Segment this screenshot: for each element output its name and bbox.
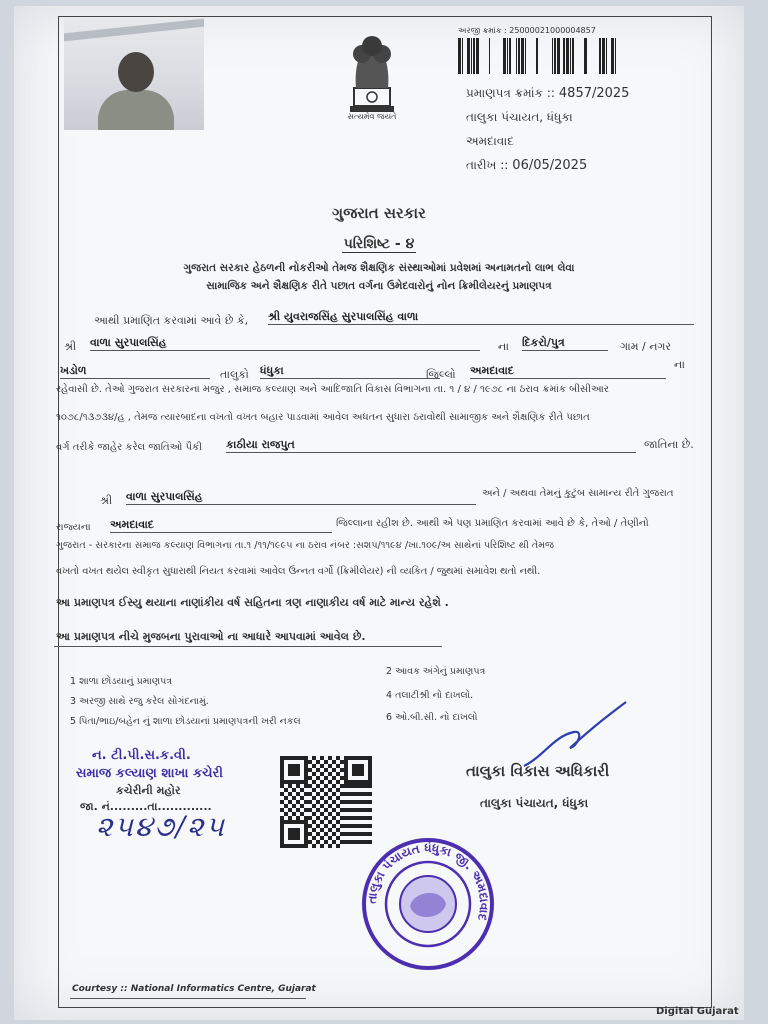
issuing-district: અમદાવાદ bbox=[466, 134, 514, 148]
issue-date: તારીખ :: 06/05/2025 bbox=[466, 158, 588, 173]
certificate-number: પ્રમાણપત્ર ક્રમાંક :: 4857/2025 bbox=[466, 86, 630, 101]
district-value: અમદાવાદ bbox=[470, 364, 666, 379]
document-item: 5 પિતા/ભાઇ/બહેન નું શાળા છોડયાનાં પ્રમાણપત્રની ખરી નકલ bbox=[70, 716, 301, 727]
district-label: જિલ્લો bbox=[426, 368, 456, 381]
national-emblem-icon bbox=[334, 26, 410, 122]
subtitle-line-2: સામાજિક અને શૈક્ષણિક રીતે પછાત વર્ગના ઉમેદવારોનું નોન ક્રિમીલેયરનું પ્રમાણપત્ર bbox=[206, 280, 552, 292]
handwritten-number: ૨૫૪૭/૨૫ bbox=[96, 810, 226, 843]
stamp-line-2: સમાજ કલ્યાણ શાખા કચેરી bbox=[76, 766, 223, 781]
application-number: અરજી ક્રમાંક : 25000021000004857 bbox=[458, 26, 596, 35]
stamp-line-1: ન. ટી.પી.સ.ક.વી. bbox=[92, 748, 191, 763]
official-round-seal bbox=[358, 834, 498, 974]
na-text: ના bbox=[498, 340, 509, 353]
p2-suffix: અને / અથવા તેમનું કુટુંબ સામાન્ય રીતે ગુજરાત bbox=[482, 488, 674, 499]
basis-statement: આ પ્રમાણપત્ર નીચે મુજબના પુરાવાઓ ના આધારે આપવામાં આવેલ છે. bbox=[56, 630, 366, 643]
certificate-paper bbox=[14, 6, 744, 1020]
svg-text:તાલુકા પંચાયત ધંધુકા જી. અમદાવ: તાલુકા પંચાયત ધંધુકા જી. અમદાવાદ bbox=[364, 840, 492, 923]
validity-statement: આ પ્રમાણપત્ર ઈસ્યુ થયાના નાણાંકીય વર્ષ સહિતના ત્રણ નાણાકીય વર્ષ માટે માન્ય રહેશે . bbox=[56, 596, 449, 609]
emblem-motto: સત્યમેવ જયતે bbox=[347, 112, 397, 121]
father-name: વાળા સુરપાલસિંહ bbox=[90, 336, 480, 351]
p2-state: રાજ્યના bbox=[56, 522, 91, 533]
stamp-line-3: કચેરીની મહોર bbox=[116, 784, 181, 797]
barcode-icon bbox=[458, 38, 618, 74]
p2-prefix: શ્રી bbox=[100, 494, 113, 507]
na-text-2: ના bbox=[674, 358, 685, 371]
para1-line2: ૧૦૭૮/૧૩૭૩૪/હ , તેમજ ત્યારબાદના વખતો વખત બહાર પાડવામાં આવેલ અધતન સુધારા ઠરાવોથી સામાજીક અને શૈક્ષણિક રીતે પછાત bbox=[56, 412, 590, 423]
p2-district: અમદાવાદ bbox=[110, 518, 332, 533]
officer-title: તાલુકા વિકાસ અધિકારી bbox=[466, 762, 610, 780]
caste-suffix: જાતિના છે. bbox=[644, 438, 694, 451]
taluka-label: તાલુકો bbox=[220, 368, 249, 381]
officer-office: તાલુકા પંચાયત, ધંધુકા bbox=[480, 796, 589, 810]
father-prefix: શ્રી bbox=[64, 340, 77, 353]
para1-line1: રહેવાસી છે. તેઓ ગુજરાત સરકારના મજુર , સમાજ કલ્યાણ અને આદિજાતિ વિકાસ વિભાગના તા. ૧ / ૪ / ૧૯૭૮ ના ઠરાવ ક્રમાંક બીસીઆર bbox=[56, 384, 609, 395]
caste-value: કાઠીયા રાજપુત bbox=[226, 438, 636, 453]
digital-gujarat-brand: Digital Gujarat bbox=[656, 1006, 739, 1017]
courtesy-rule bbox=[70, 998, 306, 999]
basis-underline bbox=[54, 646, 442, 647]
p2-line4: વખતો વખત થયેલ સ્વીકૃત સુધારાથી નિયત કરવામાં આવેલ ઉન્નત વર્ગો (ક્રિમીલેયર) ની વ્યકિત / જુથમાં સમાવેશ થતો નથી. bbox=[56, 566, 541, 577]
document-item: 6 ઓ.બી.સી. નો દાખલો bbox=[386, 712, 478, 723]
annexure-title: પરિશિષ્ટ - ૪ bbox=[343, 236, 415, 252]
courtesy-text: Courtesy :: National Informatics Centre, Gujarat bbox=[72, 984, 316, 994]
para1-line3: વર્ગ તરીકે જાહેર કરેલ જાતિઓ પૈકી bbox=[56, 442, 202, 453]
document-item: 4 તલાટીશ્રી નો દાખલો. bbox=[386, 690, 474, 701]
taluka-value: ધંધુકા bbox=[260, 364, 440, 379]
document-item: 3 અરજી સાથે રજુ કરેલ સોગંદનામું. bbox=[70, 696, 209, 707]
document-item: 1 શાળા છોડયાનું પ્રમાણપત્ર bbox=[70, 676, 173, 687]
stamp-line-4: જા. નં.........તા............. bbox=[80, 800, 212, 813]
government-title: ગુજરાત સરકાર bbox=[332, 204, 426, 222]
p2-line2: જિલ્લાના રહીશ છે. આથી એ પણ પ્રમાણિત કરવામાં આવે છે કે, તેઓ / તેણીનો bbox=[336, 518, 649, 529]
applicant-name: શ્રી યુવરાજસિંહ સુરપાલસિંહ વાળા bbox=[268, 310, 694, 325]
village-label: ગામ / નગર bbox=[620, 340, 672, 353]
p2-line3: ગુજરાત - સરકારના સમાજ કલ્યાણ વિભાગના તા.૧ /૧૧/૧૯૯૫ ના ઠરાવ નંબર :સશપ/૧૧૯૪ /ખા.૧૦૯/અ સાથેનાં પરિશિષ્ટ થી તેમજ bbox=[56, 540, 555, 551]
intro-text: આથી પ્રમાણિત કરવામાં આવે છે કે, bbox=[94, 314, 249, 327]
document-item: 2 આવક અંગેનું પ્રમાણપત્ર bbox=[386, 666, 486, 677]
p2-name: વાળા સુરપાલસિંહ bbox=[126, 490, 476, 505]
issuing-office: તાલુકા પંચાયત, ધંધુકા bbox=[466, 110, 573, 124]
applicant-photo bbox=[64, 18, 204, 130]
subtitle-line-1: ગુજરાત સરકાર હેઠળની નોકરીઓ તેમજ શૈક્ષણિક સંસ્થાઓમાં પ્રવેશમાં અનામતનો લાભ લેવા bbox=[183, 262, 575, 274]
village-value: ખડોળ bbox=[60, 364, 210, 379]
signature bbox=[514, 696, 634, 776]
relation: દિકરો/પુત્ર bbox=[522, 336, 608, 351]
